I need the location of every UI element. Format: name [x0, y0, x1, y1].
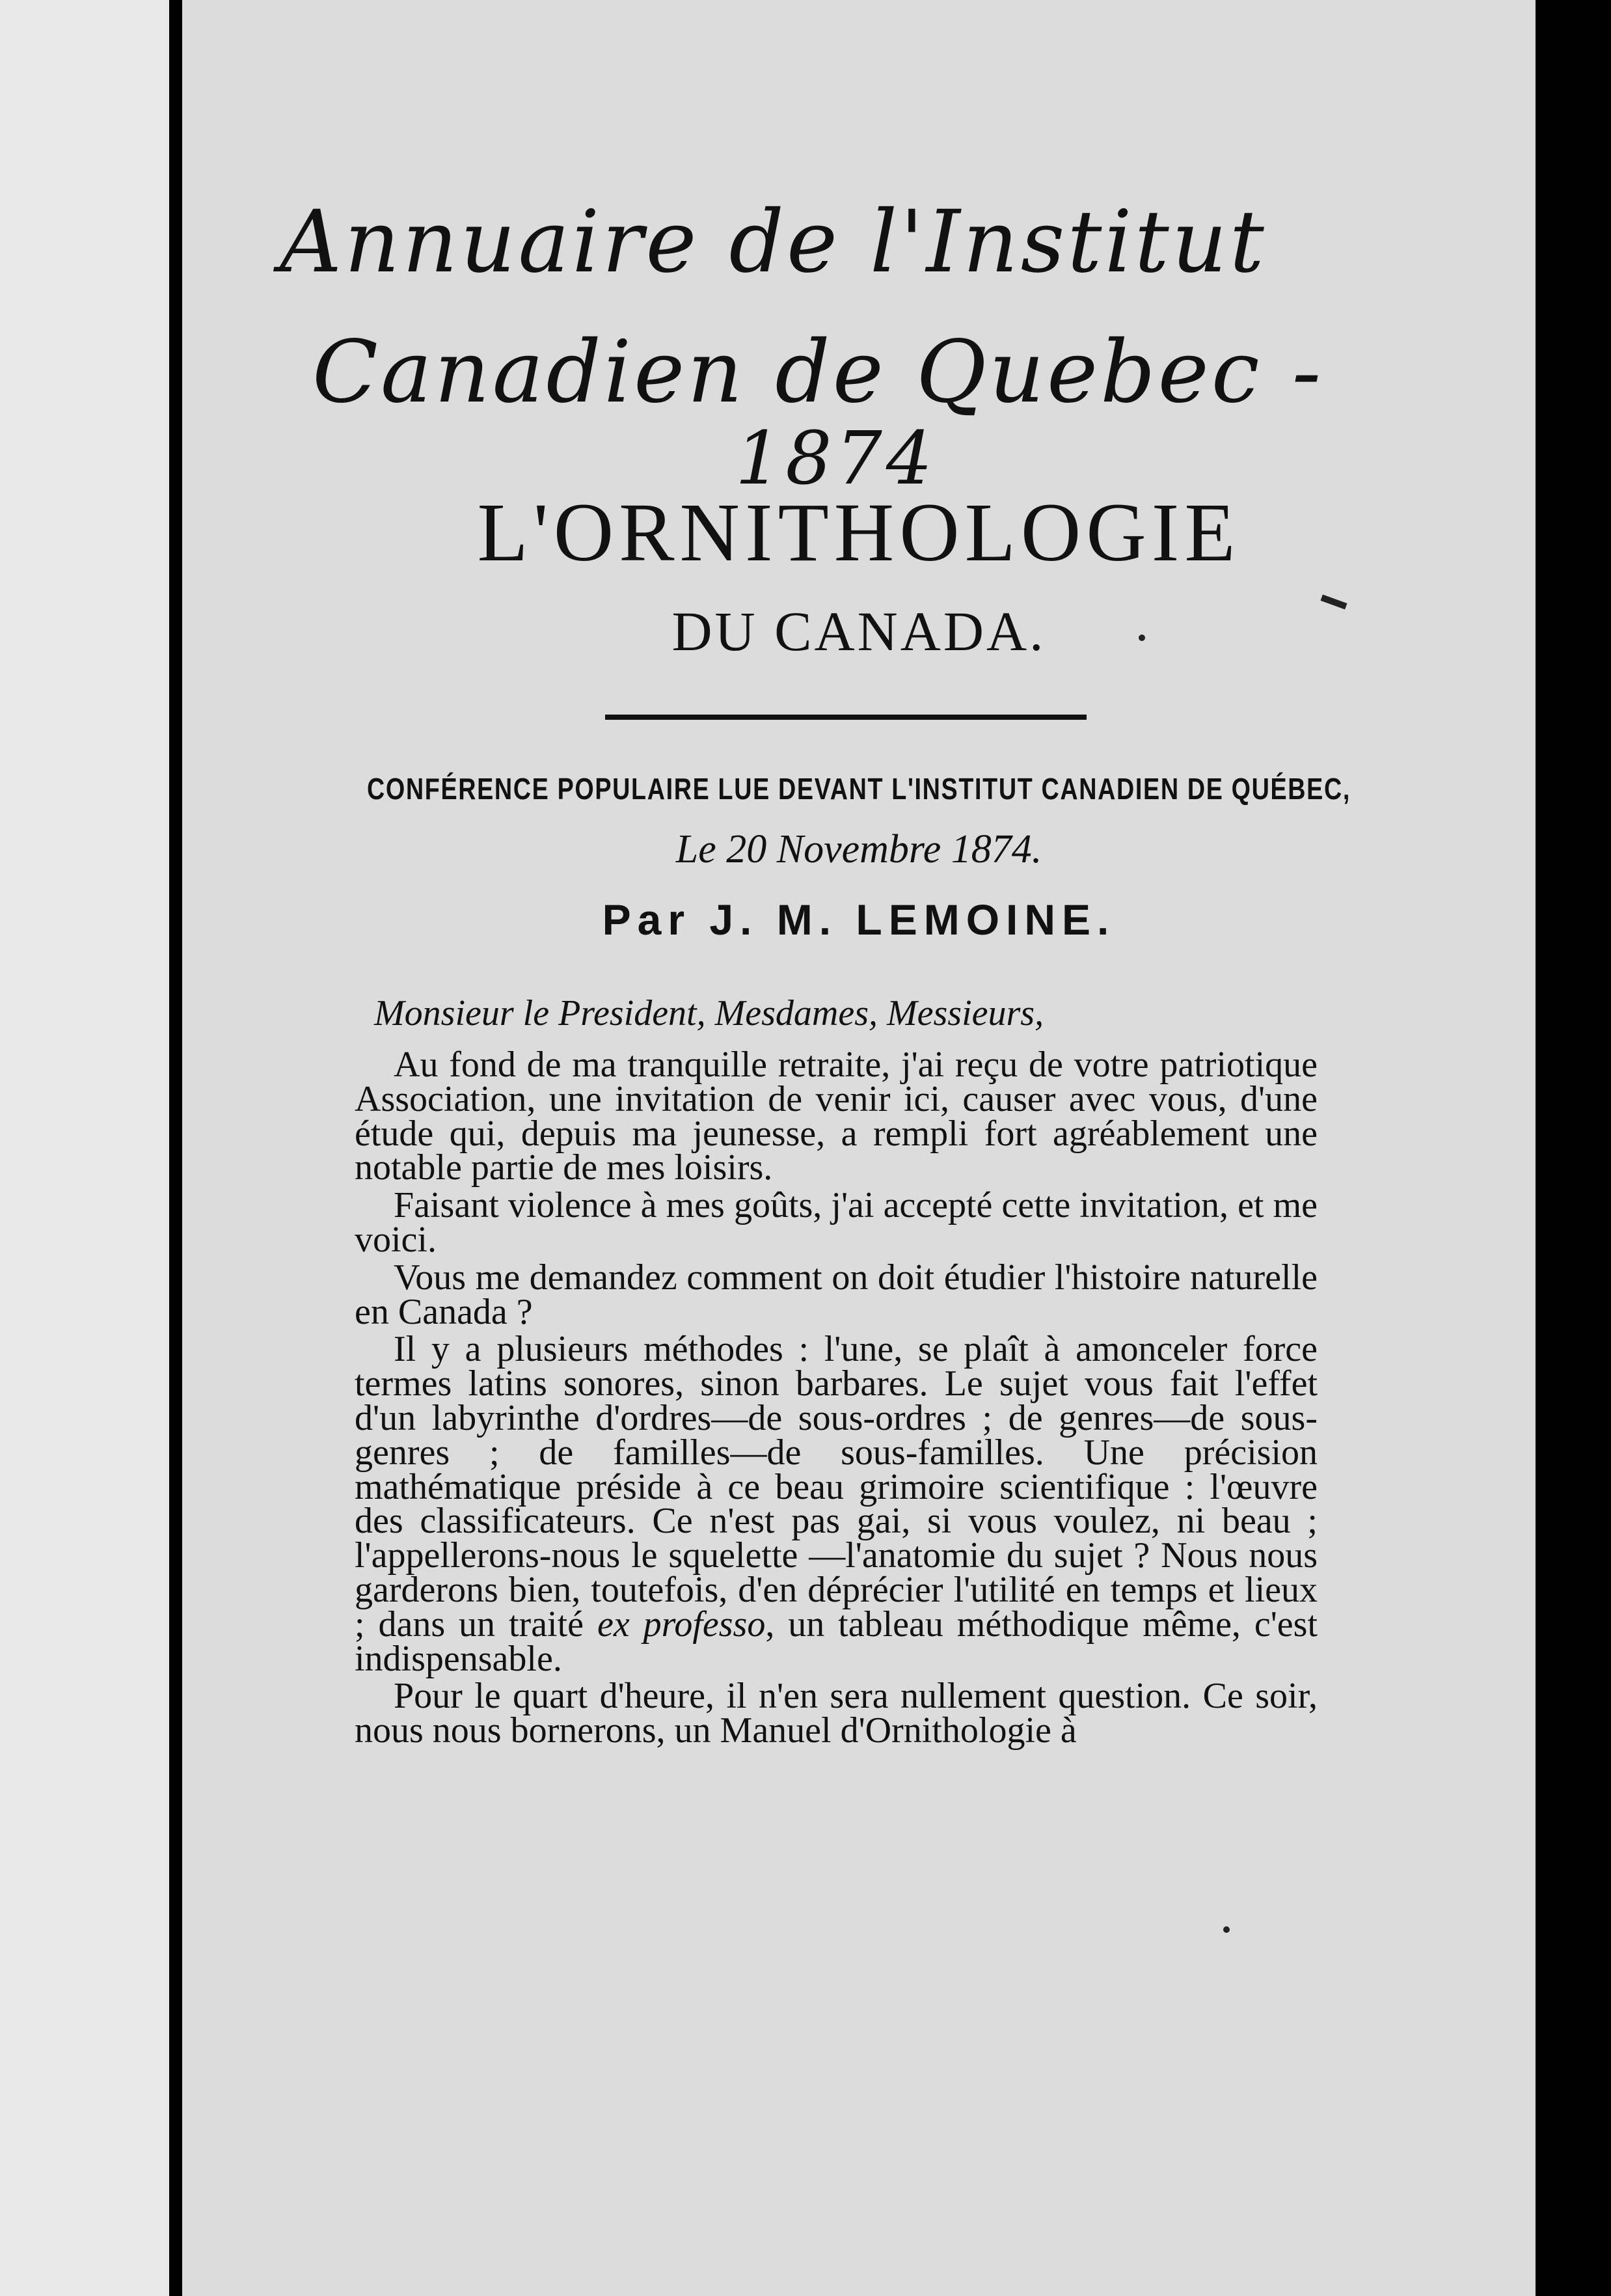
handwritten-note-year: 1874	[735, 417, 937, 501]
conference-line: CONFÉRENCE POPULAIRE LUE DEVANT L'INSTITUT CANADIEN DE QUÉBEC,	[367, 772, 1351, 806]
salutation: Monsieur le President, Mesdames, Messieurs,	[374, 993, 1044, 1033]
speck	[1223, 1926, 1230, 1933]
handwritten-note-line-1: Annuaire de l'Institut	[280, 192, 1267, 292]
title-divider	[605, 715, 1087, 720]
handwritten-note-line-2: Canadien de Quebec -	[312, 322, 1324, 422]
adjacent-page-edge	[0, 0, 169, 2296]
paragraph-4-italic: ex professo	[597, 1604, 766, 1645]
paragraph-4-main: Il y a plusieurs méthodes : l'une, se plaît à amonceler force termes latins sonores, sinon barbares. Le sujet vous fait l'effet d'un labyrinthe d'ordres—de sous-ordres ; de genres—de sous-genres ; de familles—de sous-familles. Une précision mathématique préside à ce beau grimoire scientifique : l'œuvre des classificateurs. Ce n'est pas gai, si vous voulez, ni beau ; l'appellerons-nous le squelette —l'anatomie du sujet ? Nous nous garderons bien, toutefois, d'en déprécier l'utilité en temps et lieux ; dans un traité	[355, 1329, 1318, 1645]
paragraph-1: Au fond de ma tranquille retraite, j'ai reçu de votre patriotique Association, une invitation de venir ici, causer avec vous, d'une étude qui, depuis ma jeunesse, a rempli fort agréablement une notable partie de mes loisirs.	[355, 1045, 1318, 1188]
paragraph-4-end: , un tableau méthodique même, c'est indispensable.	[355, 1604, 1318, 1679]
paragraph-5: Pour le quart d'heure, il n'en sera nullement question. Ce soir, nous nous bornerons, un Manuel d'Ornithologie à	[355, 1676, 1318, 1751]
paragraph-3: Vous me demandez comment on doit étudier l'histoire naturelle en Canada ?	[355, 1257, 1318, 1332]
date-line: Le 20 Novembre 1874.	[675, 827, 1042, 871]
page-gutter-shadow	[170, 0, 182, 2296]
body-text	[355, 1045, 1318, 1751]
document-title: L'ORNITHOLOGIE	[477, 486, 1241, 579]
scan-border	[1536, 0, 1611, 2296]
paragraph-2: Faisant violence à mes goûts, j'ai accepté cette invitation, et me voici.	[355, 1185, 1318, 1260]
paragraph-4	[355, 1329, 1318, 1679]
speck	[1139, 635, 1145, 641]
author-line: Par J. M. LEMOINE.	[602, 895, 1116, 944]
document-subtitle: DU CANADA.	[671, 600, 1046, 663]
